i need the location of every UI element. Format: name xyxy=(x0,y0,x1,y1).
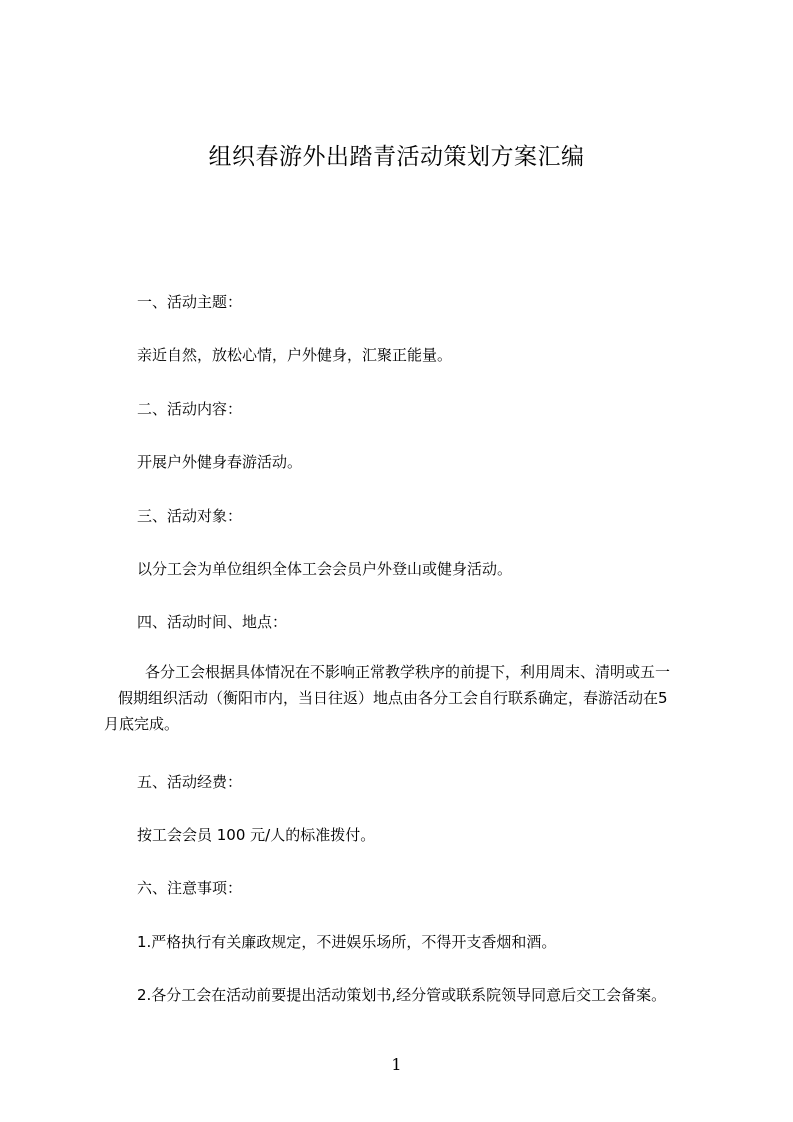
section-text-budget: 按工会会员 100 元/人的标准拨付。 xyxy=(137,826,376,844)
section-heading-budget: 五、活动经费： xyxy=(137,773,243,791)
section-heading-content: 二、活动内容： xyxy=(137,400,243,418)
note-item: 1.严格执行有关廉政规定，不进娱乐场所，不得开支香烟和酒。 xyxy=(137,933,557,951)
section-text-content: 开展户外健身春游活动。 xyxy=(137,453,303,471)
section-heading-theme: 一、活动主题： xyxy=(137,293,243,311)
section-text-time xyxy=(104,659,704,737)
document-title: 组织春游外出踏青活动策划方案汇编 xyxy=(208,144,585,170)
time-text-line: 月底完成。 xyxy=(104,715,180,733)
section-heading-target: 三、活动对象： xyxy=(137,507,243,525)
section-text-target: 以分工会为单位组织全体工会会员户外登山或健身活动。 xyxy=(137,560,513,578)
time-text-line: 各分工会根据具体情况在不影响正常教学秩序的前提下，利用周末、清明或五一 xyxy=(130,663,671,681)
section-heading-notes: 六、注意事项： xyxy=(137,879,243,897)
section-heading-time: 四、活动时间、地点： xyxy=(137,613,288,631)
page-number: 1 xyxy=(391,1055,402,1074)
section-text-theme: 亲近自然，放松心情，户外健身，汇聚正能量。 xyxy=(137,346,453,364)
note-item: 2.各分工会在活动前要提出活动策划书,经分管或联系院领导同意后交工会备案。 xyxy=(137,986,667,1004)
time-text-line: 假期组织活动（衡阳市内，当日往返）地点由各分工会自行联系确定，春游活动在5 xyxy=(118,689,668,707)
